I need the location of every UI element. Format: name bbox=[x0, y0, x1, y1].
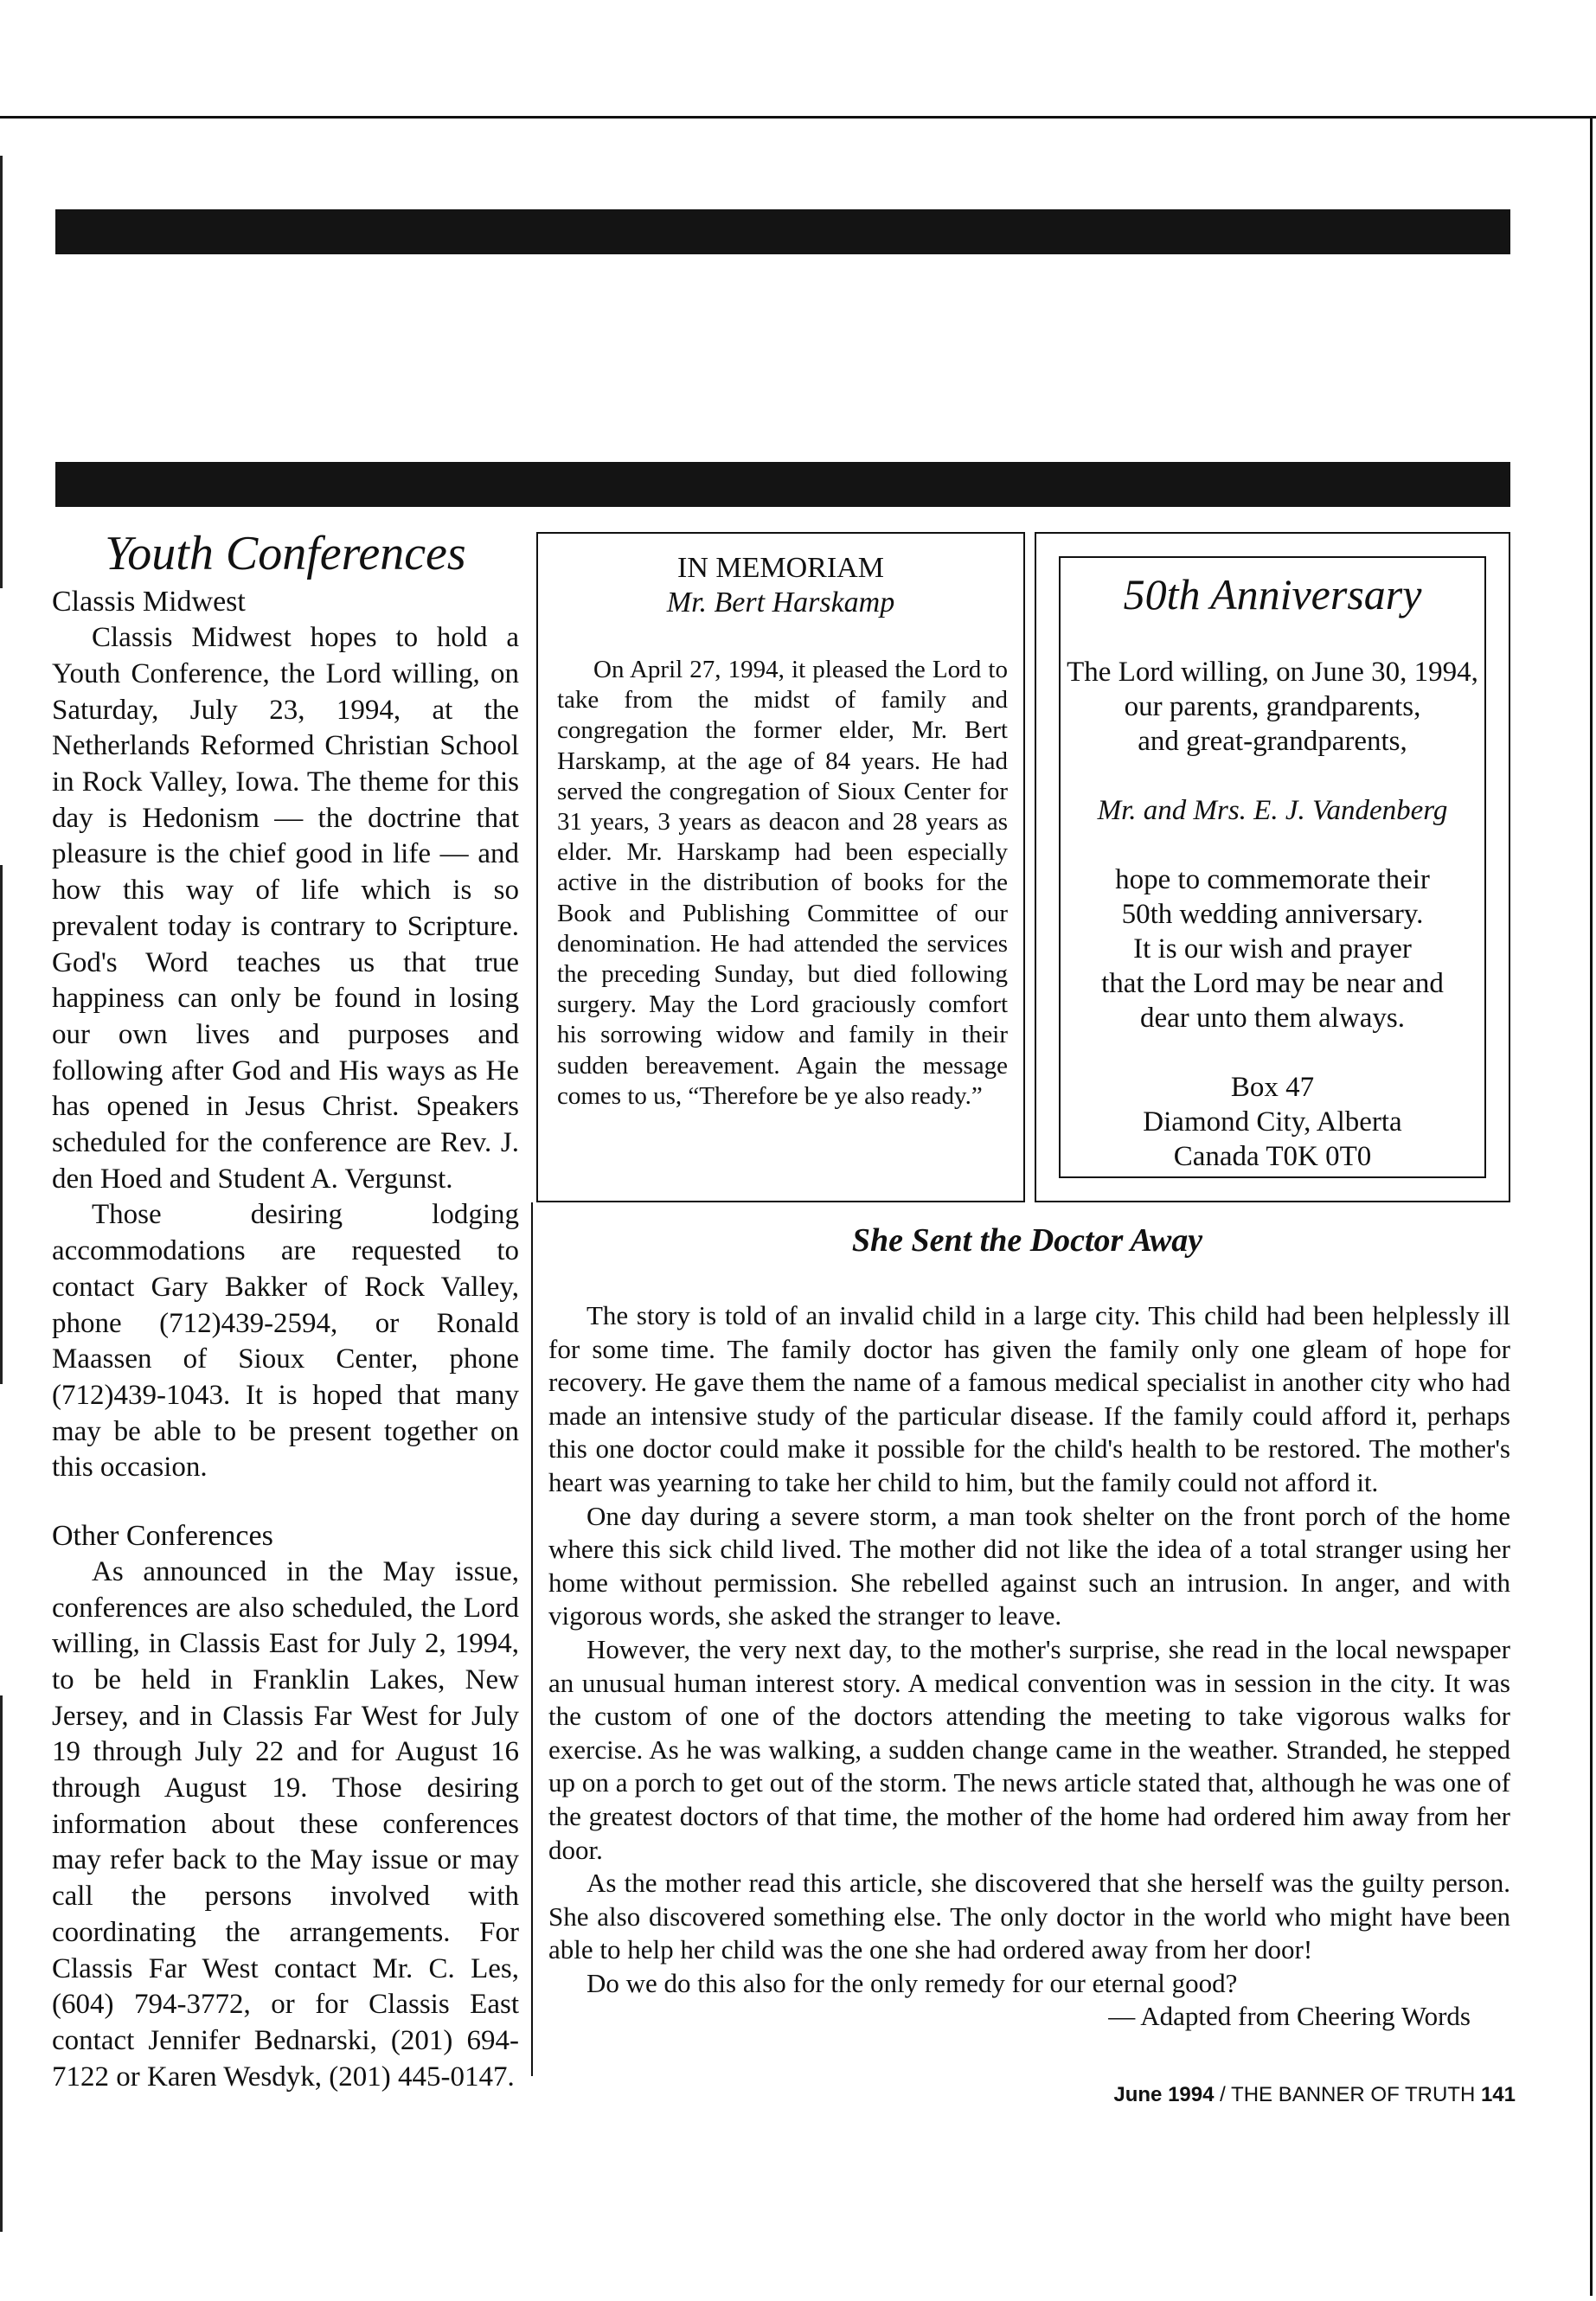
anniversary-line: 50th wedding anniversary. bbox=[1121, 899, 1424, 930]
memoriam-heading: IN MEMORIAM bbox=[677, 552, 884, 584]
anniversary-line: our parents, grandparents, bbox=[1124, 691, 1421, 722]
other-conf-paragraph: As announced in the May issue, conferences are also scheduled, the Lord willing, in Classis East for July 2, 1994, to be held in Franklin Lakes, New Jersey, and in Classis Far West for July 19 through July 22 and for August 16 through August 19. Those desiring information about these conferences may refer back to the May issue or may call the persons involved with coordinating the arrangements. For Classis Far West contact Mr. C. Les, (604) 794-3772, or for Classis East contact Jennifer Bednarski, (201) 694-7122 or Karen Wesdyk, (201) 445-0147. bbox=[52, 1555, 519, 2093]
anniversary-address: Box 47 bbox=[1230, 1072, 1315, 1103]
story-paragraph: As the mother read this article, she discovered that she herself was the guilty person. She also discovered something else. The only doctor in the world who might have been able to help her child was the one she had ordered away from her door! bbox=[548, 1868, 1510, 1965]
story-attribution: — Adapted from Cheering Words bbox=[1108, 2001, 1471, 2032]
anniversary-title: 50th Anniversary bbox=[1123, 570, 1422, 619]
youth-conferences-title: Youth Conferences bbox=[105, 527, 466, 580]
youth-conf-paragraph-2: Those desiring lodging accommodations are requested to contact Gary Bakker of Rock Valley, phone (712)439-2594, or Ronald Maassen of Sioux Center, phone (712)439-1043. It is hoped that many may be able to be present together on this occasion. bbox=[52, 1199, 519, 1484]
youth-conferences-section bbox=[52, 526, 519, 2095]
anniversary-address: Canada T0K 0T0 bbox=[1173, 1141, 1372, 1172]
anniversary-box bbox=[1035, 532, 1510, 1202]
anniversary-line: The Lord willing, on June 30, 1994, bbox=[1067, 657, 1478, 688]
story-section bbox=[548, 1299, 1510, 2034]
youth-conf-paragraph-1: Classis Midwest hopes to hold a Youth Conference, the Lord willing, on Saturday, July 23, 1994, at the Netherlands Reformed Christian School in Rock Valley, Iowa. The theme for this day is Hedonism — the doctrine that pleasure is the chief good in life — and how this way of life which is so prevalent today is contrary to Scripture. God's Word teaches us that true happiness can only be found in losing our own lives and purposes and following after God and His ways as He has opened in Jesus Christ. Speakers scheduled for the conference are Rev. J. den Hoed and Student A. Vergunst. bbox=[52, 622, 519, 1195]
left-edge-mark bbox=[0, 156, 3, 588]
page-number: 141 bbox=[1480, 2083, 1516, 2106]
classis-midwest-subhead: Classis Midwest bbox=[52, 586, 246, 619]
memoriam-body: On April 27, 1994, it pleased the Lord to take from the midst of family and congregation the former elder, Mr. Bert Harskamp, at the age of 84 years. He had served the congregation of Sioux Center for 31 years, 3 years as deacon and 28 years as elder. Mr. Harskamp had been especially active in the distribution of books for the Book and Publishing Committee of our denomination. He had attended the services the preceding Sunday, but died following surgery. May the Lord graciously comfort his sorrowing widow and family in their sudden bereavement. Again the message comes to us, “Therefore be ye also ready.” bbox=[557, 656, 1008, 1110]
top-rule bbox=[0, 116, 1596, 119]
right-edge-rule bbox=[1590, 116, 1593, 2296]
story-paragraph: The story is told of an invalid child in a large city. This child had been helplessly ill for some time. The family doctor has given the family only one gleam of hope for recovery. He gave them the name of a famous medical specialist in another city who had made an intensive study of the particular disease. If the family could afford it, perhaps this one doctor could make it possible for the child's health to be restored. The mother's heart was yearning to take her child to him, but the family could not afford it. bbox=[548, 1300, 1510, 1497]
memoriam-name: Mr. Bert Harskamp bbox=[666, 586, 895, 619]
footer-publication: / THE BANNER OF TRUTH bbox=[1214, 2083, 1481, 2106]
story-paragraph: One day during a severe storm, a man took shelter on the front porch of the home where this sick child lived. The mother did not like the idea of a total stranger using her home without permission. She rebelled against such an intrusion. In anger, and with vigorous words, she asked the stranger to leave. bbox=[548, 1500, 1510, 1631]
left-edge-mark bbox=[0, 865, 3, 1384]
other-conferences-subhead: Other Conferences bbox=[52, 1520, 273, 1553]
header-bar-bottom bbox=[55, 462, 1510, 507]
story-paragraph: Do we do this also for the only remedy for our eternal good? bbox=[586, 1967, 1238, 1998]
left-edge-mark bbox=[0, 1695, 3, 2232]
memoriam-box bbox=[536, 532, 1025, 1202]
anniversary-line: and great-grandparents, bbox=[1138, 726, 1407, 757]
header-bar-top bbox=[55, 209, 1510, 254]
anniversary-line: that the Lord may be near and bbox=[1101, 968, 1444, 999]
anniversary-address: Diamond City, Alberta bbox=[1143, 1106, 1402, 1138]
anniversary-names: Mr. and Mrs. E. J. Vandenberg bbox=[1097, 795, 1448, 826]
column-divider bbox=[531, 1202, 533, 2076]
story-title: She Sent the Doctor Away bbox=[851, 1222, 1203, 1259]
story-paragraph: However, the very next day, to the mother's surprise, she read in the local newspaper an unusual human interest story. A medical convention was in session in the city. It was the custom of one of the doctors attending the meeting to take vigorous walks for exercise. As he was walking, a sudden change came in the weather. Stranded, he stepped up on a porch to get out of the storm. The news article stated that, although he was one of the greatest doctors of that time, the mother of the home had ordered him away from her door. bbox=[548, 1633, 1510, 1865]
anniversary-line: It is our wish and prayer bbox=[1133, 933, 1412, 965]
anniversary-line: dear unto them always. bbox=[1139, 1003, 1406, 1034]
page-footer bbox=[1073, 2083, 1516, 2107]
anniversary-line: hope to commemorate their bbox=[1115, 864, 1430, 895]
footer-date: June 1994 bbox=[1113, 2083, 1215, 2106]
